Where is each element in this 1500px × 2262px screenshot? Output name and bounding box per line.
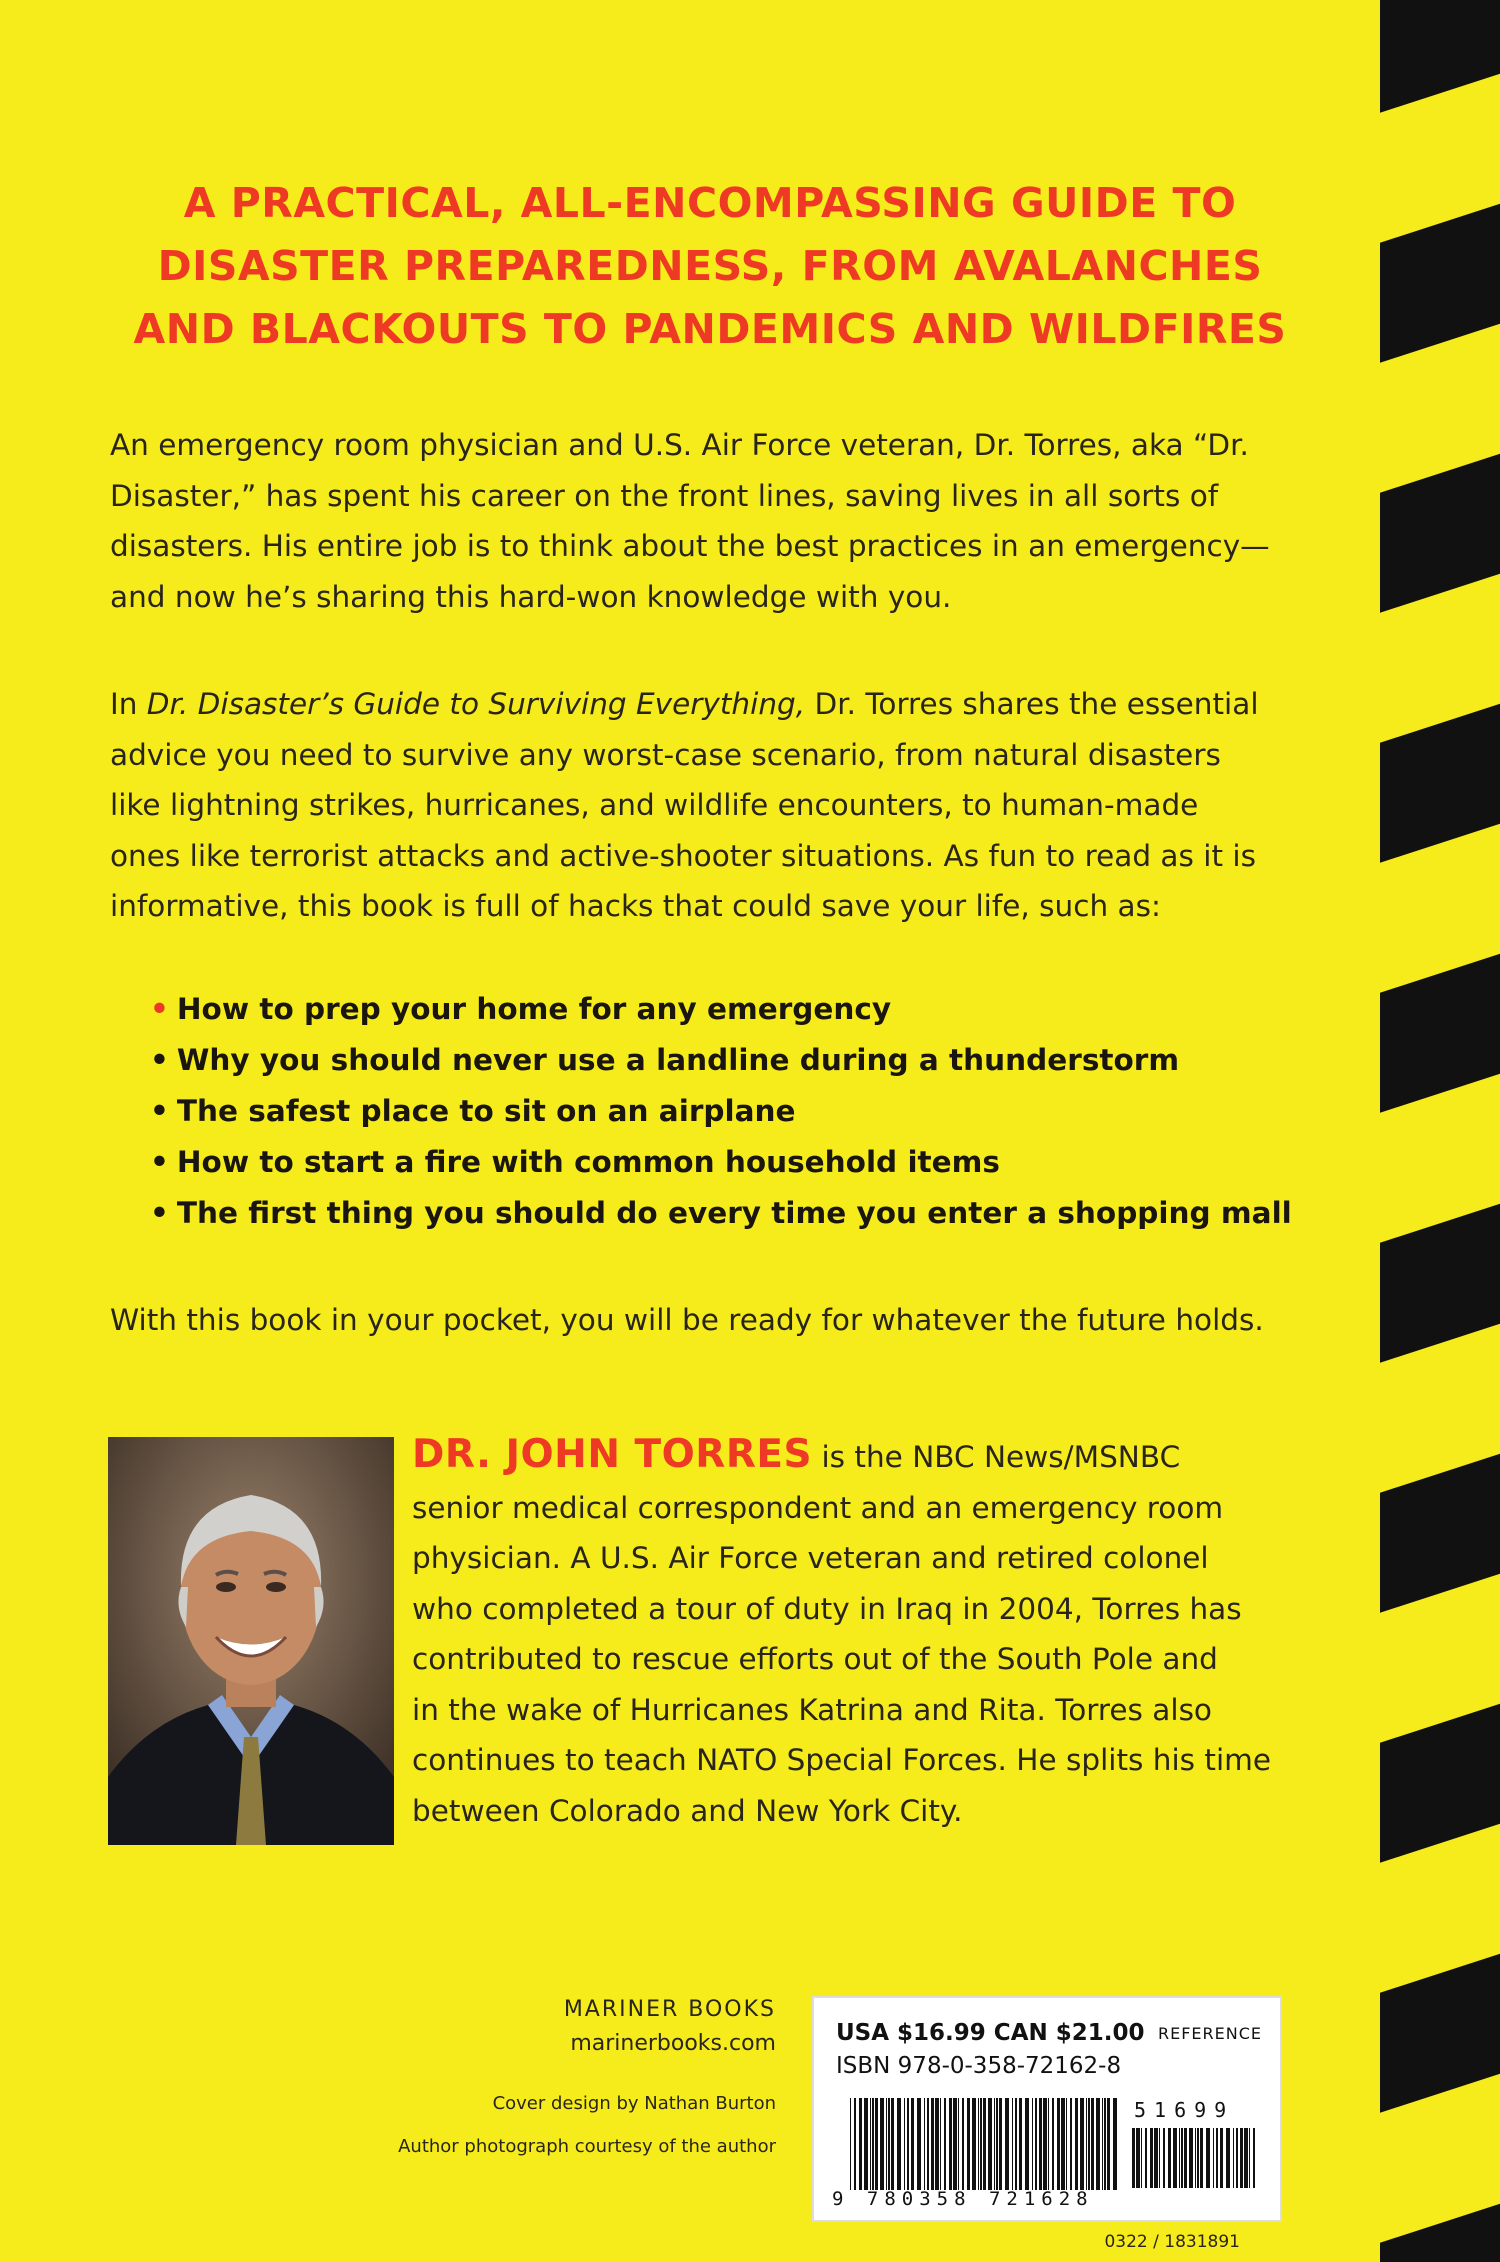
caution-stripe [1380,1421,1500,1638]
barcode-bar [1244,2128,1248,2188]
caution-stripe [1380,421,1500,638]
barcode-bar [1163,2128,1165,2188]
list-item-text: Why you should never use a landline during a thunderstorm [176,1043,1180,1077]
bio-line: contributed to rescue efforts out of the South Pole and [412,1642,1218,1676]
barcode-addon-icon [1132,2128,1258,2188]
barcode-bar [1080,2098,1084,2190]
barcode-bar [1249,2128,1250,2188]
barcode-bar [1159,2128,1160,2188]
bio-line: in the wake of Hurricanes Katrina and Rita. Torres also [412,1692,1212,1727]
book-title: Dr. Disaster’s Guide to Surviving Everything, [146,687,806,721]
caution-stripe [1380,171,1500,388]
headline-line: A PRACTICAL, ALL-ENCOMPASSING GUIDE TO [183,179,1237,227]
bullet-marker: • [150,1145,169,1179]
caution-stripe-band [1380,0,1500,2262]
barcode-bar [1150,2128,1153,2188]
publisher-name: MARINER BOOKS [563,1997,776,2022]
barcode-bar [859,2098,862,2190]
caution-stripe [1380,1671,1500,1888]
barcode-bar [891,2098,894,2190]
list-item [150,1086,1300,1137]
barcode-bar [944,2098,946,2190]
publisher-block [330,1993,776,2061]
barcode-bar [1206,2128,1210,2188]
barcode-bar [1195,2128,1196,2188]
caution-stripe [1380,1921,1500,2138]
barcode-bar [931,2098,934,2190]
headline-line: AND BLACKOUTS TO PANDEMICS AND WILDFIRES [133,305,1287,353]
barcode-bar [897,2098,901,2190]
author-portrait-icon [108,1437,394,1845]
caution-stripe [1380,921,1500,1138]
list-item-text: How to prep your home for any emergency [176,992,892,1026]
intro-paragraph [110,420,1310,622]
text-fragment: is the NBC News/MSNBC [812,1440,1181,1474]
barcode-bar [1096,2098,1100,2190]
barcode-bar [1179,2128,1180,2188]
barcode-bar [994,2098,995,2190]
hacks-list [150,984,1300,1239]
paragraph-line: informative, this book is full of hacks that could save your life, such as: [110,889,1161,923]
photo-credit: Author photograph courtesy of the author [398,2136,776,2157]
barcode-bar [1154,2128,1158,2188]
paragraph-line: like lightning strikes, hurricanes, and wildlife encounters, to human-made [110,788,1199,822]
barcode-icon [850,2098,1120,2190]
barcode-bar [978,2098,979,2190]
barcode-bar [1132,2128,1135,2188]
barcode-bar [1104,2098,1106,2190]
barcode-bar [999,2098,1002,2190]
barcode-bar [1019,2098,1022,2190]
barcode-bar [1253,2128,1255,2188]
print-code: 0322 / 1831891 [1104,2232,1240,2252]
barcode-bar [886,2098,887,2190]
headline-line: DISASTER PREPAREDNESS, FROM AVALANCHES [157,242,1263,290]
barcode-bar [1189,2128,1193,2188]
list-item [150,984,1300,1035]
barcode-box [812,1996,1282,2222]
barcode-bar [1066,2098,1067,2190]
barcode-bar [924,2098,925,2190]
barcode-bar [880,2098,884,2190]
credits-block [300,2082,776,2168]
barcode-bar [927,2098,929,2190]
barcode-bar [1032,2098,1033,2190]
barcode-bar [854,2098,856,2190]
barcode-bar [1136,2128,1140,2188]
barcode-bar [1200,2128,1203,2188]
barcode-bar [875,2098,878,2190]
paragraph-line: An emergency room physician and U.S. Air Force veteran, Dr. Torres, aka “Dr. [110,428,1249,462]
price-label: USA $16.99 CAN $21.00 [836,2020,1145,2046]
barcode-bar [972,2098,976,2190]
barcode-bar [935,2098,939,2190]
barcode-bar [864,2098,868,2190]
barcode-bar [1039,2098,1042,2190]
barcode-bar [850,2098,851,2190]
barcode-bar [1233,2128,1234,2188]
barcode-bar [1086,2098,1087,2190]
barcode-bar [1240,2128,1243,2188]
barcode-bar [1048,2098,1049,2190]
addon-digits: 51699 [1134,2098,1235,2122]
author-photo [108,1437,394,1845]
text-fragment: Dr. Torres shares the essential [805,687,1259,721]
text-fragment: In [110,687,147,721]
paragraph-line: and now he’s sharing this hard-won knowledge with you. [110,579,952,614]
category-label: REFERENCE [1157,2024,1262,2043]
publisher-url: marinerbooks.com [570,2031,776,2056]
barcode-bar [1043,2098,1047,2190]
barcode-bar [1061,2098,1065,2190]
ean-digits: 9 780358 721628 [832,2188,1094,2210]
description-paragraph [110,679,1310,932]
paragraph-line: disasters. His entire job is to think about the best practices in an emergency— [110,529,1270,563]
paragraph-line: Disaster,” has spent his career on the front lines, saving lives in all sorts of [110,478,1219,513]
bio-line [412,1430,1312,1483]
barcode-bar [980,2098,982,2190]
barcode-bar [1168,2128,1171,2188]
barcode-bar [1213,2128,1214,2188]
headline [100,172,1320,361]
barcode-bar [958,2098,959,2190]
barcode-bar [1025,2098,1029,2190]
list-item-text: The first thing you should do every time you enter a shopping mall [176,1196,1292,1230]
paragraph-line [110,679,1310,730]
barcode-bar [1216,2128,1218,2188]
barcode-bar [1015,2098,1017,2190]
barcode-bar [1057,2098,1060,2190]
list-item-text: The safest place to sit on an airplane [176,1094,796,1128]
caution-stripe [1380,2171,1500,2262]
barcode-bar [870,2098,871,2190]
barcode-bar [967,2098,970,2190]
isbn-label: ISBN 978-0-358-72162-8 [836,2053,1122,2079]
barcode-bar [1145,2128,1147,2188]
barcode-bar [1070,2098,1072,2190]
barcode-bar [1141,2128,1142,2188]
barcode-bar [911,2098,914,2190]
barcode-bar [983,2098,986,2190]
caution-stripe [1380,671,1500,888]
author-bio [412,1430,1312,1836]
barcode-bar [1226,2128,1230,2188]
barcode-bar [988,2098,992,2190]
paragraph-line: advice you need to survive any worst-case scenario, from natural disasters [110,737,1221,772]
barcode-bar [1220,2128,1223,2188]
list-item-text: How to start a fire with common household items [176,1145,1000,1179]
barcode-bar [1052,2098,1054,2190]
barcode-bar [962,2098,964,2190]
bio-line: between Colorado and New York City. [412,1793,963,1828]
bullet-marker: • [150,1196,169,1230]
bullet-marker: • [150,1094,169,1128]
barcode-bar [1113,2098,1117,2190]
list-item [150,1035,1300,1086]
barcode-bar [1075,2098,1078,2190]
barcode-bar [1184,2128,1187,2188]
bio-line: who completed a tour of duty in Iraq in 2004, Torres has [412,1591,1242,1626]
barcode-bar [1091,2098,1094,2190]
barcode-bar [1173,2128,1177,2188]
barcode-bar [1102,2098,1103,2190]
bio-line: senior medical correspondent and an emergency room [412,1490,1224,1525]
list-item [150,1188,1300,1239]
barcode-bar [1088,2098,1090,2190]
bio-line: physician. A U.S. Air Force veteran and retired colonel [412,1541,1209,1575]
bullet-marker: • [150,992,169,1026]
cover-credit: Cover design by Nathan Burton [492,2093,776,2114]
barcode-bar [888,2098,890,2190]
barcode-bar [1012,2098,1013,2190]
barcode-bar [1236,2128,1238,2188]
list-item [150,1137,1300,1188]
barcode-bar [1107,2098,1110,2190]
caution-stripe [1380,1171,1500,1388]
barcode-bar [949,2098,952,2190]
barcode-bar [996,2098,998,2190]
barcode-bar [917,2098,921,2190]
author-name: DR. JOHN TORRES [412,1432,813,1477]
barcode-bar [1197,2128,1199,2188]
barcode-bar [1005,2098,1009,2190]
bio-line: continues to teach NATO Special Forces. He splits his time [412,1743,1272,1777]
paragraph-line: ones like terrorist attacks and active-shooter situations. As fun to read as it is [110,838,1256,873]
barcode-bar [904,2098,905,2190]
barcode-bar [953,2098,957,2190]
barcode-bar [872,2098,874,2190]
bullet-marker: • [150,1043,169,1077]
closing-line: With this book in your pocket, you will be ready for whatever the future holds. [110,1303,1264,1337]
barcode-bar [1035,2098,1037,2190]
barcode-bar [1181,2128,1183,2188]
barcode-bar [940,2098,941,2190]
barcode-bar [907,2098,909,2190]
caution-stripe [1380,0,1500,139]
